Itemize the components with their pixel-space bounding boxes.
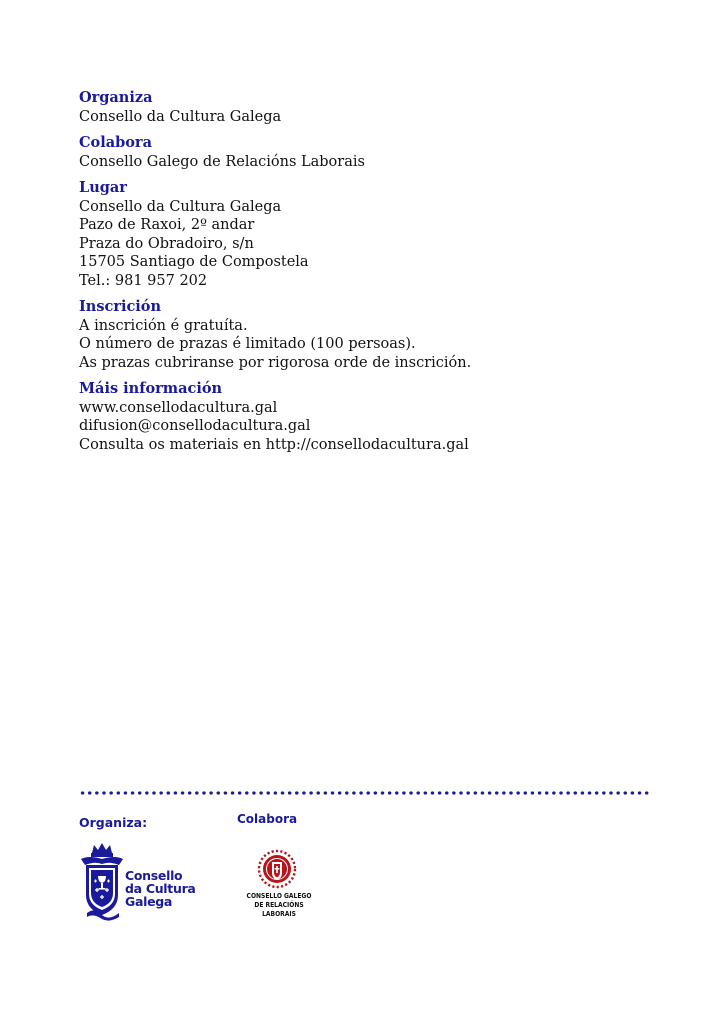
- ccg-logo-line: Galega: [125, 894, 173, 909]
- cgrl-logo-line: DE RELACIÓNS LABORAIS: [254, 901, 304, 918]
- cgrl-emblem-icon: [234, 848, 324, 892]
- footer-organiza-label: Organiza:: [79, 815, 148, 830]
- section-line: As prazas cubriranse por rigorosa orde de inscrición.: [79, 354, 472, 371]
- section-mais-informacion: [79, 380, 679, 454]
- website-link[interactable]: www.consellodacultura.gal: [79, 399, 278, 416]
- section-heading: Colabora: [79, 134, 152, 151]
- section-colabora: [79, 134, 679, 171]
- section-line: Consello da Cultura Galega: [79, 108, 282, 125]
- section-inscricion: [79, 298, 679, 372]
- ccg-logo-line: Consello: [125, 868, 183, 883]
- section-organiza: [79, 89, 679, 126]
- email-link[interactable]: difusion@consellodacultura.gal: [79, 418, 311, 434]
- section-lugar: [79, 179, 679, 290]
- ccg-crest-icon: [79, 843, 125, 921]
- section-heading: Lugar: [79, 179, 127, 196]
- ccg-logo-text: [125, 869, 196, 908]
- cgrl-logo-line: CONSELLO GALEGO: [246, 892, 312, 900]
- phone-line: Tel.: 981 957 202: [79, 272, 208, 289]
- address-line: Consello da Cultura Galega: [79, 198, 282, 215]
- materials-link[interactable]: Consulta os materiais en http://consellodacultura.gal: [79, 436, 469, 453]
- cgrl-logo-text: [239, 892, 318, 919]
- ccg-logo: [79, 843, 219, 923]
- footer-colabora-label: Colabora: [237, 812, 298, 826]
- address-line: Praza do Obradoiro, s/n: [79, 235, 254, 252]
- section-line: A inscrición é gratuíta.: [79, 317, 248, 334]
- section-line: Consello Galego de Relacións Laborais: [79, 153, 365, 170]
- address-line: 15705 Santiago de Compostela: [79, 254, 309, 270]
- dotted-divider: [79, 790, 651, 796]
- cgrl-logo: [234, 848, 324, 920]
- event-info: [79, 89, 679, 462]
- section-heading: Inscrición: [79, 298, 162, 315]
- section-heading: Organiza: [79, 89, 153, 106]
- ccg-logo-line: da Cultura: [125, 881, 196, 896]
- section-heading: Máis información: [79, 380, 223, 397]
- section-line: O número de prazas é limitado (100 persoas).: [79, 336, 416, 352]
- address-line: Pazo de Raxoi, 2º andar: [79, 217, 255, 233]
